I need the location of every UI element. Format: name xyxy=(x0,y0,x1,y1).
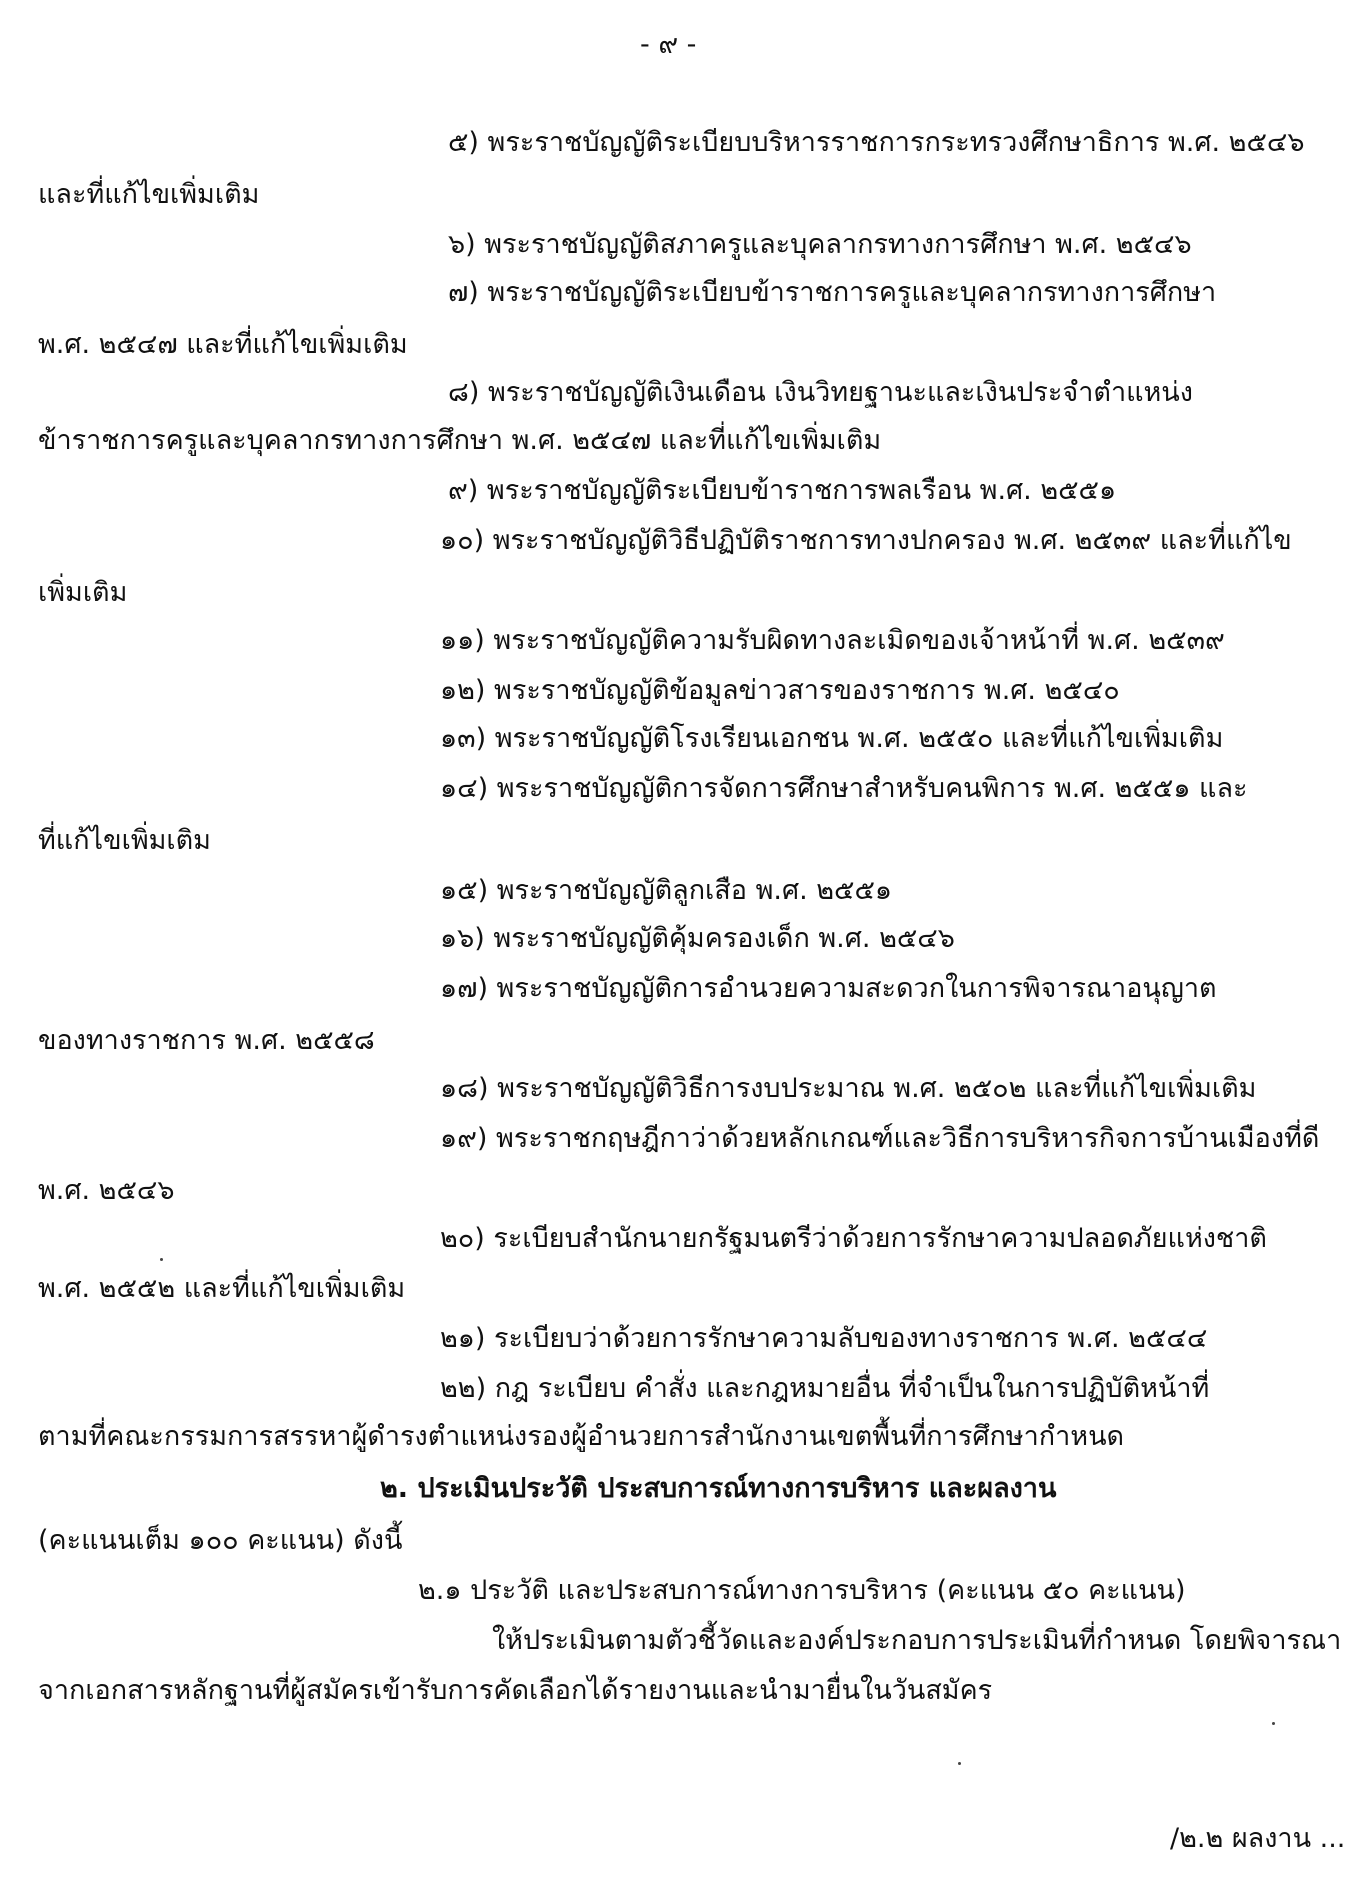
subsection-heading: ๒.๑ ประวัติ และประสบการณ์ทางการบริหาร (คะแนน ๕๐ คะแนน) xyxy=(418,1575,1186,1606)
scan-speck xyxy=(1272,1722,1275,1725)
text-line: ๖) พระราชบัญญัติสภาครูและบุคลากรทางการศึกษา พ.ศ. ๒๕๔๖ xyxy=(448,229,1192,260)
text-line: ๑๕) พระราชบัญญัติลูกเสือ พ.ศ. ๒๕๕๑ xyxy=(440,875,893,906)
text-line: ๒๒) กฎ ระเบียบ คำสั่ง และกฎหมายอื่น ที่จำเป็นในการปฏิบัติหน้าที่ xyxy=(440,1373,1210,1404)
text-line: ๑๑) พระราชบัญญัติความรับผิดทางละเมิดของเจ้าหน้าที่ พ.ศ. ๒๕๓๙ xyxy=(440,625,1225,656)
text-line: ๙) พระราชบัญญัติระเบียบข้าราชการพลเรือน พ.ศ. ๒๕๕๑ xyxy=(448,475,1117,506)
text-line: ๑๖) พระราชบัญญัติคุ้มครองเด็ก พ.ศ. ๒๕๔๖ xyxy=(440,923,955,954)
text-line: ๑๗) พระราชบัญญัติการอำนวยความสะดวกในการพิจารณาอนุญาต xyxy=(440,973,1217,1004)
text-line: ๑๔) พระราชบัญญัติการจัดการศึกษาสำหรับคนพิการ พ.ศ. ๒๕๕๑ และ xyxy=(440,773,1248,804)
text-line: พ.ศ. ๒๕๔๖ xyxy=(38,1175,175,1206)
text-line: ๕) พระราชบัญญัติระเบียบบริหารราชการกระทรวงศึกษาธิการ พ.ศ. ๒๕๔๖ xyxy=(448,127,1305,158)
text-line: ๑๒) พระราชบัญญัติข้อมูลข่าวสารของราชการ พ.ศ. ๒๕๔๐ xyxy=(440,675,1120,706)
footer-continuation: /๒.๒ ผลงาน ... xyxy=(1170,1823,1346,1854)
section-heading: ๒. ประเมินประวัติ ประสบการณ์ทางการบริหาร และผลงาน xyxy=(380,1473,1057,1504)
text-line: ๑๓) พระราชบัญญัติโรงเรียนเอกชน พ.ศ. ๒๕๕๐ และที่แก้ไขเพิ่มเติม xyxy=(440,723,1224,754)
text-line: พ.ศ. ๒๕๔๗ และที่แก้ไขเพิ่มเติม xyxy=(38,329,408,360)
text-line: ๑๘) พระราชบัญญัติวิธีการงบประมาณ พ.ศ. ๒๕๐๒ และที่แก้ไขเพิ่มเติม xyxy=(440,1073,1257,1104)
text-line: ๒๑) ระเบียบว่าด้วยการรักษาความลับของทางราชการ พ.ศ. ๒๕๔๔ xyxy=(440,1323,1208,1354)
text-line: ที่แก้ไขเพิ่มเติม xyxy=(38,825,211,856)
text-line: พ.ศ. ๒๕๕๒ และที่แก้ไขเพิ่มเติม xyxy=(38,1273,406,1304)
page-number: - ๙ - xyxy=(640,29,697,60)
text-line: ของทางราชการ พ.ศ. ๒๕๕๘ xyxy=(38,1025,375,1056)
paragraph-line: ให้ประเมินตามตัวชี้วัดและองค์ประกอบการประเมินที่กำหนด โดยพิจารณา xyxy=(492,1625,1342,1656)
score-line: (คะแนนเต็ม ๑๐๐ คะแนน) ดังนี้ xyxy=(38,1525,403,1556)
text-line: ๘) พระราชบัญญัติเงินเดือน เงินวิทยฐานะและเงินประจำตำแหน่ง xyxy=(448,377,1193,408)
text-line: ๗) พระราชบัญญัติระเบียบข้าราชการครูและบุคลากรทางการศึกษา xyxy=(448,277,1217,308)
paragraph-line: จากเอกสารหลักฐานที่ผู้สมัครเข้ารับการคัดเลือกได้รายงานและนำมายื่นในวันสมัคร xyxy=(38,1675,993,1706)
text-line: ตามที่คณะกรรมการสรรหาผู้ดำรงตำแหน่งรองผู้อำนวยการสำนักงานเขตพื้นที่การศึกษากำหนด xyxy=(38,1421,1125,1452)
text-line: และที่แก้ไขเพิ่มเติม xyxy=(38,179,260,210)
scan-speck xyxy=(958,1762,961,1765)
scan-speck xyxy=(160,1258,163,1261)
text-line: ๒๐) ระเบียบสำนักนายกรัฐมนตรีว่าด้วยการรักษาความปลอดภัยแห่งชาติ xyxy=(440,1223,1267,1254)
text-line: ข้าราชการครูและบุคลากรทางการศึกษา พ.ศ. ๒๕๔๗ และที่แก้ไขเพิ่มเติม xyxy=(38,425,882,456)
text-line: ๑๙) พระราชกฤษฎีกาว่าด้วยหลักเกณฑ์และวิธีการบริหารกิจการบ้านเมืองที่ดี xyxy=(440,1123,1320,1154)
text-line: ๑๐) พระราชบัญญัติวิธีปฏิบัติราชการทางปกครอง พ.ศ. ๒๕๓๙ และที่แก้ไข xyxy=(440,525,1292,556)
text-line: เพิ่มเติม xyxy=(38,577,128,608)
